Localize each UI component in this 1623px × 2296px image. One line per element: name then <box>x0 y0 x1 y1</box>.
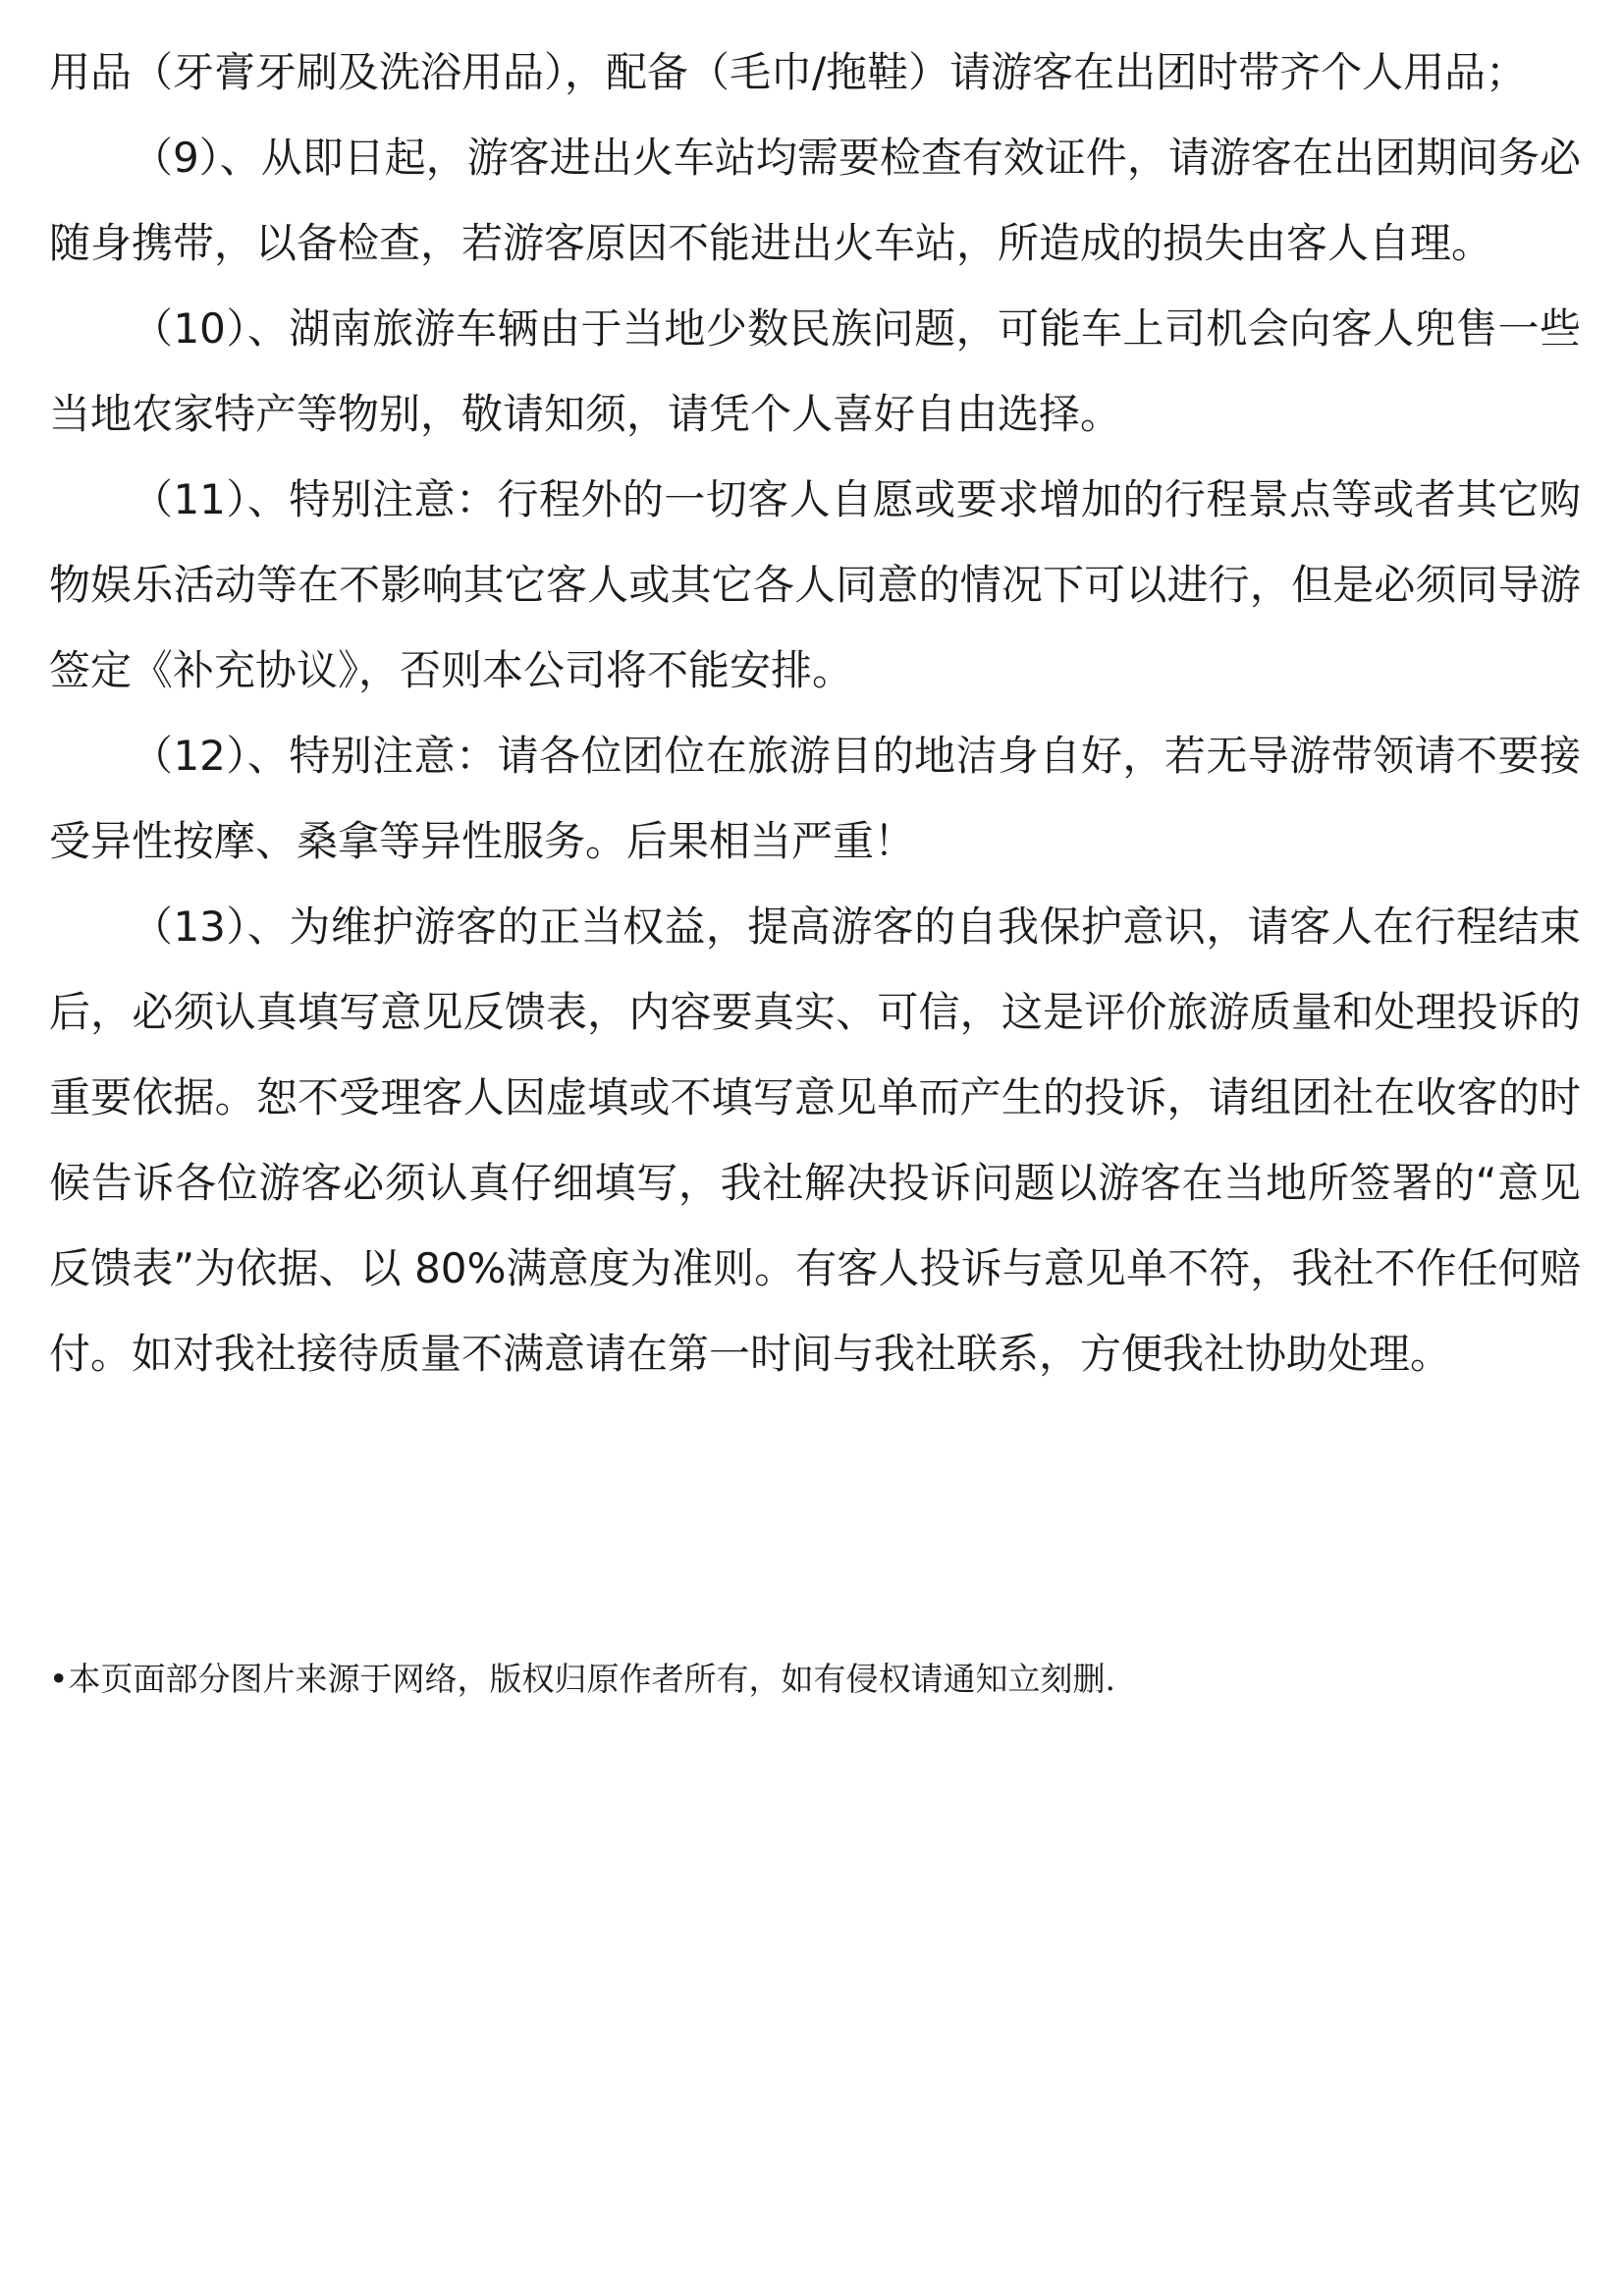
paragraph-item-13: （13）、为维护游客的正当权益，提高游客的自我保护意识，请客人在行程结束后，必须认真填写意见反馈表，内容要真实、可信，这是评价旅游质量和处理投诉的重要依据。恕不受理客人因虚填或不填写意见单而产生的投诉，请组团社在收客的时候告诉各位游客必须认真仔细填写，我社解决投诉问题以游客在当地所签署的“意见反馈表”为依据、以 80%满意度为准则。有客人投诉与意见单不符，我社不作任何赔付。如对我社接待质量不满意请在第一时间与我社联系，方便我社协助处理。 <box>49 902 1581 1378</box>
paragraph-item-12: （12）、特别注意：请各位团位在旅游目的地洁身自好，若无导游带领请不要接受异性按摩、桑拿等异性服务。后果相当严重！ <box>49 732 1581 865</box>
paragraph-item-11: （11）、特别注意：行程外的一切客人自愿或要求增加的行程景点等或者其它购物娱乐活动等在不影响其它客人或其它各人同意的情况下可以进行，但是必须同导游签定《补充协议》，否则本公司将不能安排。 <box>49 475 1581 694</box>
paragraph-item-9: （9）、从即日起，游客进出火车站均需要检查有效证件，请游客在出团期间务必随身携带，以备检查，若游客原因不能进出火车站，所造成的损失由客人自理。 <box>49 134 1581 267</box>
document-body <box>49 29 1581 1396</box>
paragraph-item-10: （10）、湖南旅游车辆由于当地少数民族问题，可能车上司机会向客人兜售一些当地农家特产等物别，敬请知须，请凭个人喜好自由选择。 <box>49 304 1581 438</box>
paragraph-continuation: 用品（牙膏牙刷及洗浴用品），配备（毛巾/拖鞋）请游客在出团时带齐个人用品； <box>49 48 1528 96</box>
copyright-footnote: •本页面部分图片来源于网络，版权归原作者所有，如有侵权请通知立刻删. <box>49 1660 1115 1698</box>
